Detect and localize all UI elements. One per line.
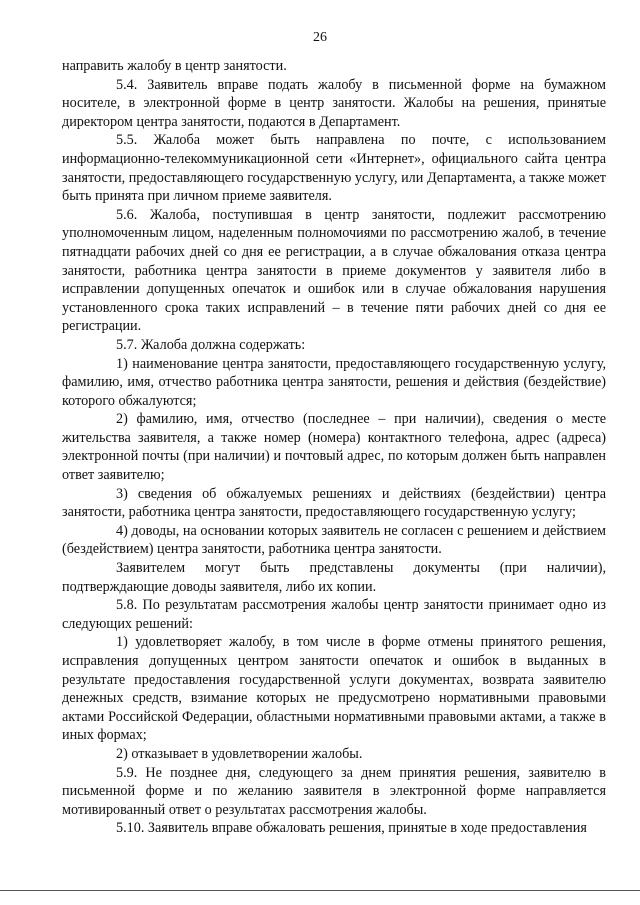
document-body [62, 57, 606, 838]
paragraph-5-7-item-4: 4) доводы, на основании которых заявитель не согласен с решением и действием (бездействием) центра занятости, работника центра занятости. [62, 522, 606, 558]
paragraph-5-7-item-3: 3) сведения об обжалуемых решениях и действиях (бездействии) центра занятости, работника центра занятости, предоставляющего государственную услугу; [62, 485, 606, 521]
paragraph-5-8: 5.8. По результатам рассмотрения жалобы центр занятости принимает одно из следующих решений: [62, 597, 606, 632]
paragraph-continuation: направить жалобу в центр занятости. [62, 58, 287, 74]
paragraph-5-6: 5.6. Жалоба, поступившая в центр занятости, подлежит рассмотрению уполномоченным лицом, наделенным полномочиями по рассмотрению жалоб, в течение пятнадцати рабочих дней со дня ее регистрации, а в случае обжалования отказа центра занятости, работника центра занятости в приеме документов у заявителя либо в исправлении допущенных опечаток и ошибок или в случае обжалования нарушения установленного срока таких исправлений – в течение пяти рабочих дней со дня ее регистрации. [62, 206, 606, 335]
paragraph-5-9: 5.9. Не позднее дня, следующего за днем принятия решения, заявителю в письменной форме и по желанию заявителя в электронной форме направляется мотивированный ответ о результатах рассмотрения жалобы. [62, 764, 606, 818]
paragraph-5-5: 5.5. Жалоба может быть направлена по почте, с использованием информационно-телекоммуникационной сети «Интернет», официального сайта центра занятости, предоставляющего государственную услугу, или Департамента, а также может быть принята при личном приеме заявителя. [62, 132, 606, 205]
paragraph-5-7-item-1: 1) наименование центра занятости, предоставляющего государственную услугу, фамилию, имя, отчество работника центра занятости, решения и действия (бездействие) которого обжалуются; [62, 355, 606, 409]
paragraph-5-8-item-1: 1) удовлетворяет жалобу, в том числе в форме отмены принятого решения, исправления допущенных центром занятости опечаток и ошибок в выданных в результате предоставления государственной услуги документах, возврата заявителю денежных средств, взимание которых не предусмотрено нормативными правовыми актами Российской Федерации, областными нормативными правовыми актами, а также в иных формах; [62, 634, 606, 744]
paragraph-5-7: 5.7. Жалоба должна содержать: [116, 336, 306, 353]
paragraph-applicant-documents: Заявителем могут быть представлены документы (при наличии), подтверждающие доводы заявителя, либо их копии. [62, 560, 606, 595]
paragraph-5-7-item-2: 2) фамилию, имя, отчество (последнее – при наличии), сведения о месте жительства заявителя, а также номер (номера) контактного телефона, адрес (адреса) электронной почты (при наличии) и почтовый адрес, по которым должен быть направлен ответ заявителю; [62, 411, 606, 484]
paragraph-5-10: 5.10. Заявитель вправе обжаловать решения, принятые в ходе предоставления [116, 820, 587, 837]
page-bottom-divider [0, 890, 640, 891]
paragraph-5-4: 5.4. Заявитель вправе подать жалобу в письменной форме на бумажном носителе, в электронной форме в центр занятости. Жалобы на решения, принятые директором центра занятости, подаются в Департамент. [62, 76, 606, 130]
paragraph-5-8-item-2: 2) отказывает в удовлетворении жалобы. [116, 745, 363, 762]
page-number: 26 [313, 30, 327, 45]
